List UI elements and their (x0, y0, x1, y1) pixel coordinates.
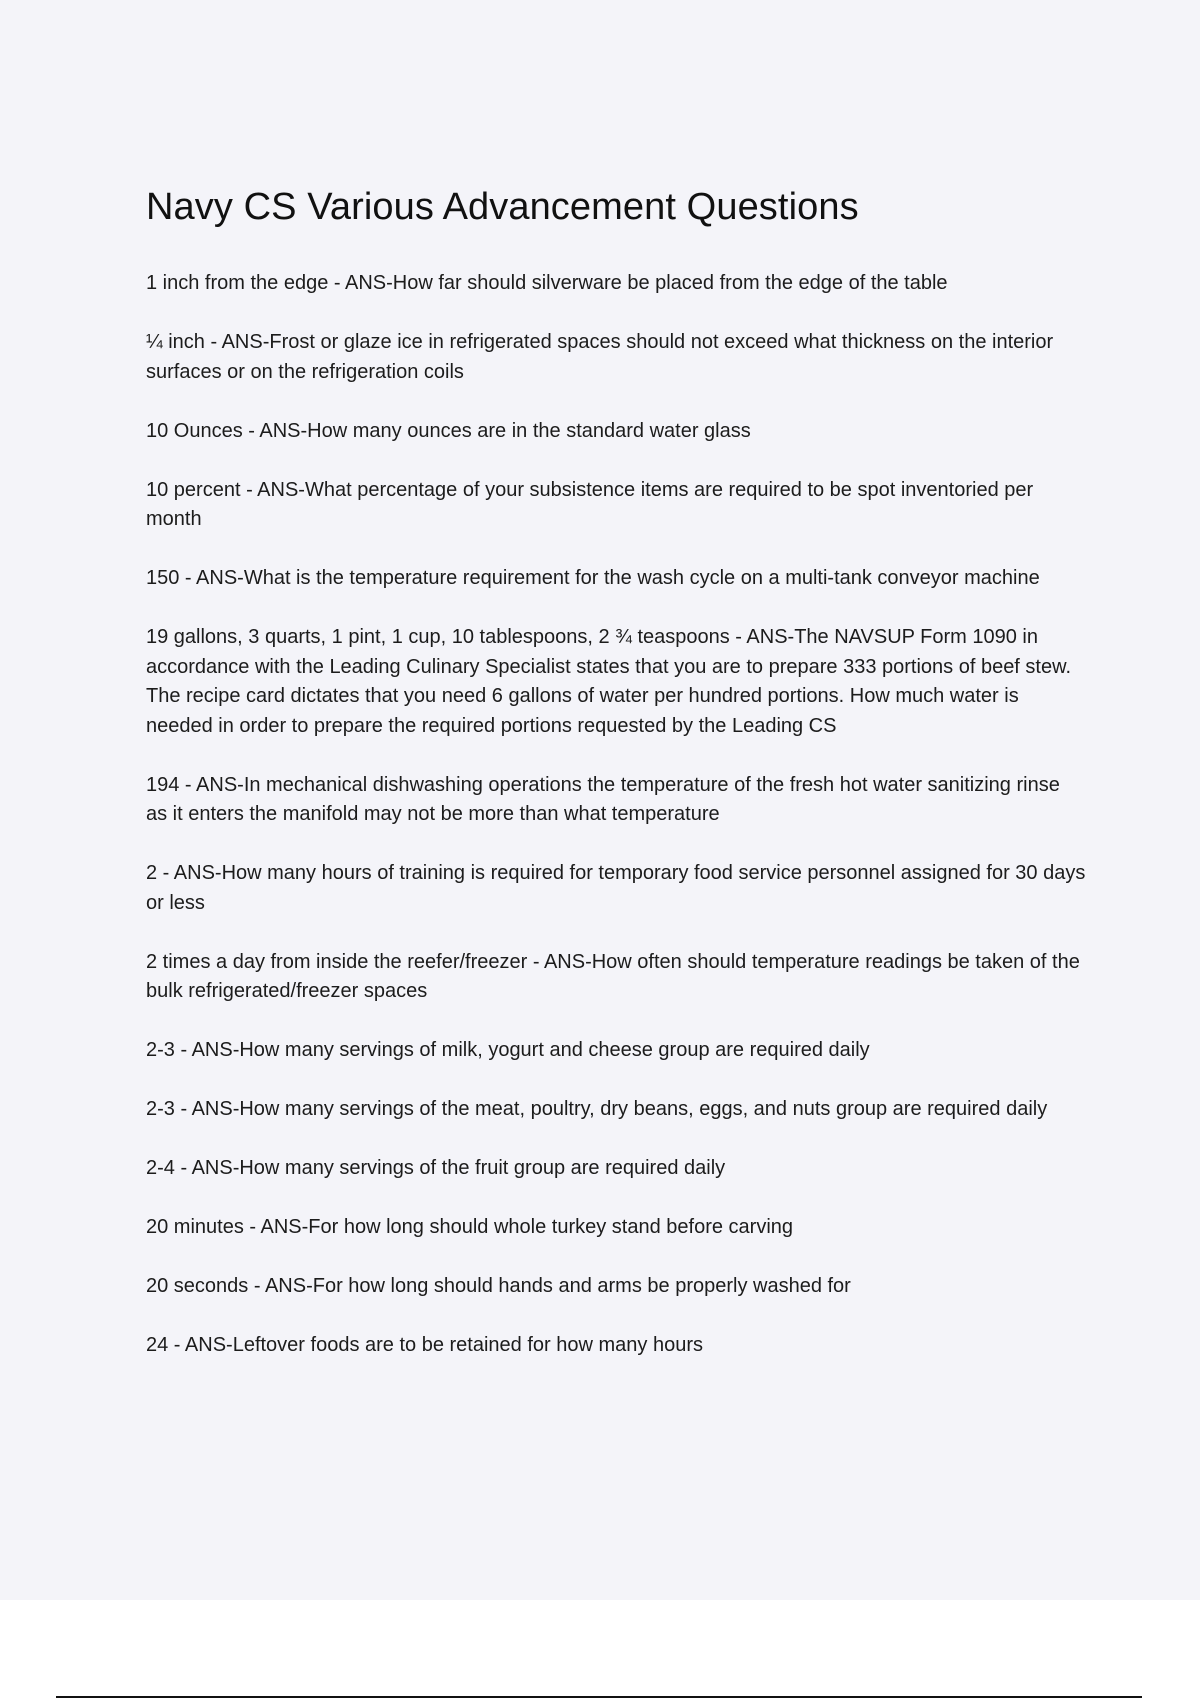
qa-item: 2-3 - ANS-How many servings of milk, yogurt and cheese group are required daily (146, 1039, 870, 1061)
qa-item: 2-3 - ANS-How many servings of the meat, poultry, dry beans, eggs, and nuts group are required daily (146, 1098, 1048, 1120)
qa-item: 10 percent - ANS-What percentage of your subsistence items are required to be spot inventoried per month (146, 478, 1034, 530)
qa-item: 2-4 - ANS-How many servings of the fruit group are required daily (146, 1157, 726, 1179)
qa-item: 24 - ANS-Leftover foods are to be retained for how many hours (146, 1334, 703, 1356)
qa-item: 10 Ounces - ANS-How many ounces are in the standard water glass (146, 419, 751, 442)
document-content (146, 186, 1086, 1390)
qa-item: 194 - ANS-In mechanical dishwashing operations the temperature of the fresh hot water sanitizing rinse as it enters the manifold may not be more than what temperature (146, 773, 1060, 825)
qa-item: 2 - ANS-How many hours of training is required for temporary food service personnel assigned for 30 days or less (146, 862, 1086, 914)
qa-item: 20 minutes - ANS-For how long should whole turkey stand before carving (146, 1216, 794, 1238)
qa-list (146, 269, 1086, 1361)
qa-item: ¼ inch - ANS-Frost or glaze ice in refrigerated spaces should not exceed what thickness on the interior surfaces or on the refrigeration coils (146, 331, 1054, 383)
document-title: Navy CS Various Advancement Questions (146, 186, 859, 228)
footer-divider (56, 1696, 1142, 1698)
qa-item: 19 gallons, 3 quarts, 1 pint, 1 cup, 10 tablespoons, 2 ¾ teaspoons - ANS-The NAVSUP Form 1090 in accordance with the Leading Culinary Specialist states that you are to prepare 333 portions of beef stew. The recipe card dictates that you need 6 gallons of water per hundred portions. How much water is needed in order to prepare the required portions requested by the Leading CS (146, 626, 1071, 737)
qa-item: 1 inch from the edge - ANS-How far should silverware be placed from the edge of the table (146, 272, 948, 294)
qa-item: 20 seconds - ANS-For how long should hands and arms be properly washed for (146, 1275, 851, 1297)
qa-item: 150 - ANS-What is the temperature requirement for the wash cycle on a multi-tank conveyor machine (146, 567, 1040, 589)
qa-item: 2 times a day from inside the reefer/freezer - ANS-How often should temperature readings be taken of the bulk refrigerated/freezer spaces (146, 950, 1080, 1002)
page-footer (0, 1600, 1200, 1700)
